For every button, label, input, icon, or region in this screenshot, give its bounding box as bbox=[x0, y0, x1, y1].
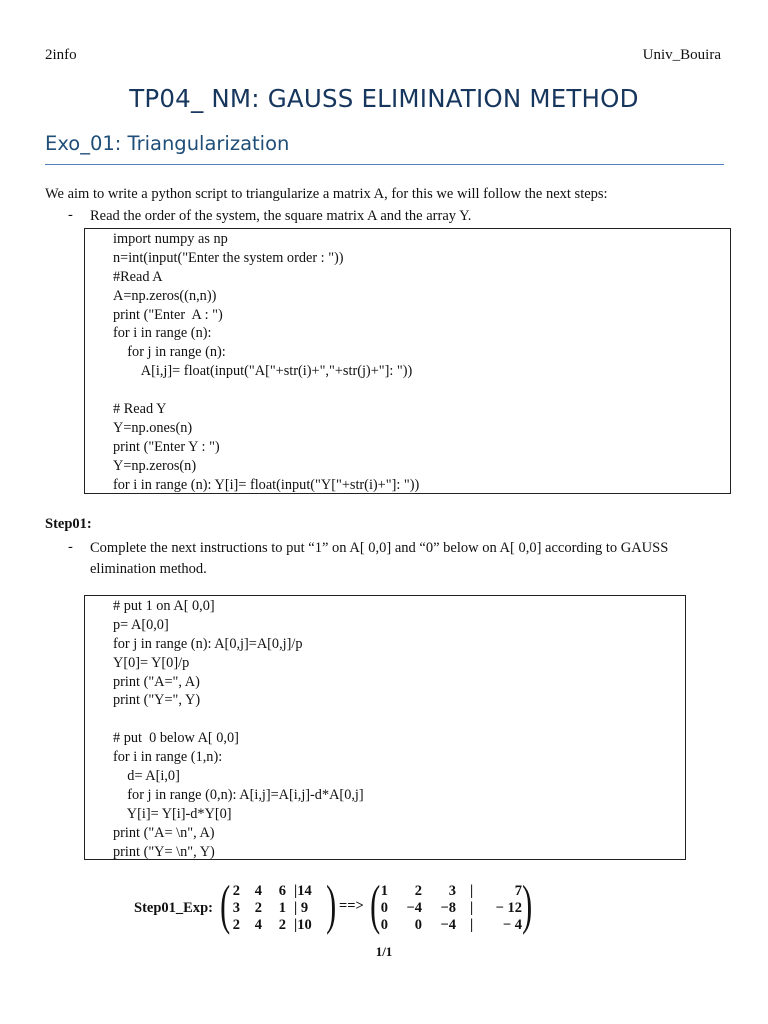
matrix-cell: 1 bbox=[278, 900, 286, 916]
step-label: Step01: bbox=[45, 516, 92, 532]
code-line: p= A[0,0] bbox=[113, 616, 169, 633]
bullet-complete-instructions: Complete the next instructions to put “1” on A[ 0,0] and “0” below on A[ 0,0] according to GAUSS elimination method. bbox=[90, 540, 669, 577]
matrix-cell: 4 bbox=[254, 917, 262, 933]
header-university: Univ_Bouira bbox=[642, 47, 721, 63]
matrix-cell: 2 bbox=[232, 883, 240, 899]
matrix-cell: 2 bbox=[254, 900, 262, 916]
bullet-read-input: Read the order of the system, the square matrix A and the array Y. bbox=[90, 208, 472, 224]
example-label: Step01_Exp: bbox=[134, 900, 213, 916]
code-line: print ("Enter A : ") bbox=[113, 306, 223, 323]
code-line: A[i,j]= float(input("A["+str(i)+","+str(j)+"]: ")) bbox=[113, 363, 413, 380]
code-line: Y[0]= Y[0]/p bbox=[113, 654, 190, 671]
matrix-cell: 0 bbox=[380, 900, 388, 916]
code-line bbox=[113, 381, 730, 400]
matrix-cell: |14 bbox=[294, 883, 312, 899]
code-line: # put 1 on A[ 0,0] bbox=[113, 598, 215, 614]
code-line: for i in range (n): bbox=[113, 325, 212, 342]
matrix-cell: 6 bbox=[278, 883, 286, 899]
code-line: Y=np.ones(n) bbox=[113, 419, 193, 436]
matrix-cell: | bbox=[470, 900, 474, 916]
code-line: print ("Y=", Y) bbox=[113, 692, 201, 709]
left-paren-icon: ( bbox=[220, 874, 231, 935]
matrix-cell: 1 bbox=[380, 883, 388, 899]
code-line: import numpy as np bbox=[113, 231, 228, 247]
matrix-cell: 0 bbox=[380, 917, 388, 933]
code-line: #Read A bbox=[113, 268, 163, 285]
matrix-cell: | bbox=[470, 917, 474, 933]
code-line: # Read Y bbox=[113, 401, 167, 418]
code-line: print ("A=", A) bbox=[113, 673, 200, 690]
matrix-cell: 2 bbox=[232, 917, 240, 933]
code-line: Y[i]= Y[i]-d*Y[0] bbox=[113, 805, 232, 822]
matrix-cell: −4 bbox=[406, 900, 422, 916]
code-line: # put 0 below A[ 0,0] bbox=[113, 730, 239, 747]
matrix-cell: −4 bbox=[440, 917, 456, 933]
bullet-dash: - bbox=[68, 207, 73, 223]
matrix-cell: 7 bbox=[514, 883, 522, 899]
matrix-cell: | 9 bbox=[294, 900, 309, 916]
code-block-read-input bbox=[84, 228, 731, 494]
document-title: TP04_ NM: GAUSS ELIMINATION METHOD bbox=[129, 84, 639, 113]
code-line: for j in range (0,n): A[i,j]=A[i,j]-d*A[0,j] bbox=[113, 786, 364, 803]
implies-arrow: ==> bbox=[339, 898, 364, 914]
matrix-cell: − 4 bbox=[502, 917, 522, 933]
matrix-cell: | bbox=[470, 883, 474, 899]
matrix-cell: 2 bbox=[278, 917, 286, 933]
code-line: print ("Y= \n", Y) bbox=[113, 843, 215, 860]
code-line bbox=[113, 710, 685, 729]
matrix-output bbox=[370, 874, 570, 935]
header-class: 2info bbox=[45, 47, 77, 63]
section-divider bbox=[45, 164, 724, 165]
code-block-step01 bbox=[84, 595, 686, 860]
intro-paragraph: We aim to write a python script to triangularize a matrix A, for this we will follow the next steps: bbox=[45, 186, 608, 202]
left-paren-icon: ( bbox=[370, 874, 381, 935]
code-line: for i in range (1,n): bbox=[113, 749, 223, 766]
code-line: d= A[i,0] bbox=[113, 768, 180, 785]
right-paren-icon: ) bbox=[326, 874, 337, 935]
code-line: for j in range (n): A[0,j]=A[0,j]/p bbox=[113, 635, 303, 652]
code-line: for j in range (n): bbox=[113, 344, 226, 361]
code-line: Y=np.zeros(n) bbox=[113, 457, 197, 474]
code-line: n=int(input("Enter the system order : ")) bbox=[113, 249, 344, 266]
section-heading: Exo_01: Triangularization bbox=[45, 132, 290, 155]
matrix-cell: 0 bbox=[414, 917, 422, 933]
code-line: A=np.zeros((n,n)) bbox=[113, 287, 217, 304]
page-number: 1/1 bbox=[375, 944, 393, 959]
matrix-cell: − 12 bbox=[495, 900, 522, 916]
code-line: for i in range (n): Y[i]= float(input("Y["+str(i)+"]: ")) bbox=[113, 476, 420, 493]
matrix-cell: 2 bbox=[414, 883, 422, 899]
matrix-cell: −8 bbox=[440, 900, 456, 916]
matrix-cell: |10 bbox=[294, 917, 312, 933]
code-line: print ("A= \n", A) bbox=[113, 824, 215, 841]
matrix-cell: 3 bbox=[232, 900, 240, 916]
matrix-cell: 4 bbox=[254, 883, 262, 899]
code-line: print ("Enter Y : ") bbox=[113, 438, 220, 455]
bullet-dash: - bbox=[68, 539, 73, 555]
right-paren-icon: ) bbox=[522, 874, 533, 935]
matrix-cell: 3 bbox=[448, 883, 456, 899]
